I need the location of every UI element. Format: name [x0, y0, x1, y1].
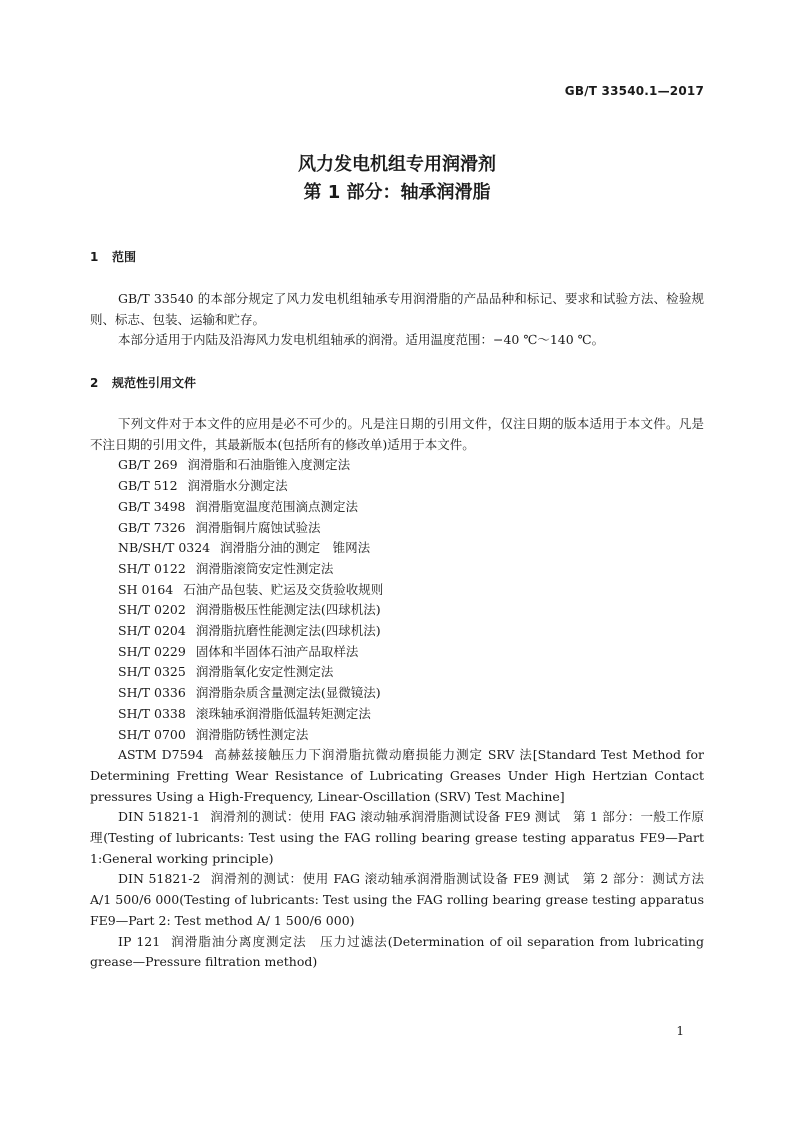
- reference-title: 润滑脂分油的测定 锥网法: [220, 540, 371, 556]
- section-1-heading: [90, 248, 136, 265]
- reference-code: DIN 51821-1: [118, 809, 201, 825]
- reference-code: SH/T 0325: [118, 664, 186, 680]
- reference-item-long: [90, 745, 704, 807]
- reference-code: SH/T 0204: [118, 623, 186, 639]
- reference-item: [118, 538, 704, 559]
- reference-title: 润滑剂的测试：使用 FAG 滚动轴承润滑脂测试设备 FE9 测试 第 2 部分：测试方法 A/1 500/6 000(Testing of lubricants: Test using the FAG rolling bearing grease testing apparatus FE9—Part 2: Test method A/ 1 500/6 000): [90, 871, 704, 928]
- reference-code: SH/T 0202: [118, 602, 186, 618]
- reference-code: SH/T 0336: [118, 685, 186, 701]
- section-number: 2: [90, 376, 99, 390]
- reference-title: 润滑脂油分离度测定法 压力过滤法(Determination of oil separation from lubricating grease—Pressure filtration method): [90, 933, 704, 970]
- page-number: 1: [676, 1024, 684, 1038]
- reference-title: 高赫兹接触压力下润滑脂抗微动磨损能力测定 SRV 法[Standard Test Method for Determining Fretting Wear Resistance of Lubricating Greases Under High Hertzian Contact pressures Using a High-Frequency, Linear-Oscillation (SRV) Test Machine]: [90, 747, 704, 804]
- reference-title: 润滑脂杂质含量测定法(显微镜法): [195, 685, 381, 701]
- paragraph: 本部分适用于内陆及沿海风力发电机组轴承的润滑。适用温度范围：−40 ℃～140 ℃。: [118, 332, 605, 348]
- section-title: 范围: [112, 250, 137, 264]
- reference-code: GB/T 3498: [118, 498, 186, 514]
- reference-code: SH 0164: [118, 581, 174, 597]
- document-title: 风力发电机组专用润滑剂: [298, 154, 496, 175]
- reference-title: 滚珠轴承润滑脂低温转矩测定法: [195, 705, 371, 721]
- reference-item: [118, 455, 704, 476]
- reference-item-long: [90, 807, 704, 869]
- reference-title: 润滑剂的测试：使用 FAG 滚动轴承润滑脂测试设备 FE9 测试 第 1 部分：一般工作原理(Testing of lubricants: Test using the FAG rolling bearing grease testing apparatus FE9—Part 1:General working principle): [90, 809, 704, 866]
- reference-title: 润滑脂和石油脂锥入度测定法: [187, 457, 351, 473]
- reference-item-long: [90, 869, 704, 931]
- reference-item: [118, 600, 704, 621]
- reference-code: GB/T 269: [118, 457, 178, 473]
- reference-title: 润滑脂氧化安定性测定法: [195, 664, 334, 680]
- reference-title: 润滑脂滚筒安定性测定法: [195, 560, 334, 576]
- reference-item: [118, 683, 704, 704]
- reference-title: 石油产品包装、贮运及交货验收规则: [183, 581, 384, 597]
- reference-title: 润滑脂极压性能测定法(四球机法): [195, 602, 381, 618]
- reference-item-long: [90, 932, 704, 973]
- section-title: 规范性引用文件: [112, 376, 197, 390]
- reference-item: [118, 476, 704, 497]
- reference-code: SH/T 0700: [118, 726, 186, 742]
- reference-title: 润滑脂水分测定法: [187, 478, 288, 494]
- reference-code: GB/T 7326: [118, 519, 186, 535]
- reference-title: 固体和半固体石油产品取样法: [195, 643, 359, 659]
- reference-item: [118, 642, 704, 663]
- reference-code: ASTM D7594: [118, 747, 204, 763]
- reference-item: [118, 725, 704, 746]
- reference-code: IP 121: [118, 933, 161, 949]
- section-1-body: [90, 289, 704, 351]
- reference-item: [118, 580, 704, 601]
- paragraph: GB/T 33540 的本部分规定了风力发电机组轴承专用润滑脂的产品品种和标记、要求和试验方法、检验规则、标志、包装、运输和贮存。: [90, 291, 704, 327]
- reference-code: DIN 51821-2: [118, 871, 201, 887]
- reference-item: [118, 704, 704, 725]
- reference-item: [118, 518, 704, 539]
- section-2-heading: [90, 374, 196, 391]
- reference-item: [118, 621, 704, 642]
- reference-title: 润滑脂抗磨性能测定法(四球机法): [195, 623, 381, 639]
- reference-code: NB/SH/T 0324: [118, 540, 211, 556]
- reference-code: SH/T 0338: [118, 705, 186, 721]
- reference-code: SH/T 0229: [118, 643, 186, 659]
- document-subtitle: 第 1 部分：轴承润滑脂: [303, 182, 491, 203]
- reference-title: 润滑脂铜片腐蚀试验法: [195, 519, 321, 535]
- reference-title: 润滑脂防锈性测定法: [195, 726, 309, 742]
- section-2-body: [90, 414, 704, 973]
- reference-title: 润滑脂宽温度范围滴点测定法: [195, 498, 359, 514]
- reference-code: SH/T 0122: [118, 560, 186, 576]
- reference-item: [118, 497, 704, 518]
- reference-item: [118, 559, 704, 580]
- section-number: 1: [90, 250, 99, 264]
- standard-code-header: GB/T 33540.1—2017: [564, 84, 704, 98]
- paragraph: 下列文件对于本文件的应用是必不可少的。凡是注日期的引用文件，仅注日期的版本适用于本文件。凡是不注日期的引用文件，其最新版本(包括所有的修改单)适用于本文件。: [90, 416, 704, 452]
- reference-code: GB/T 512: [118, 478, 178, 494]
- reference-item: [118, 662, 704, 683]
